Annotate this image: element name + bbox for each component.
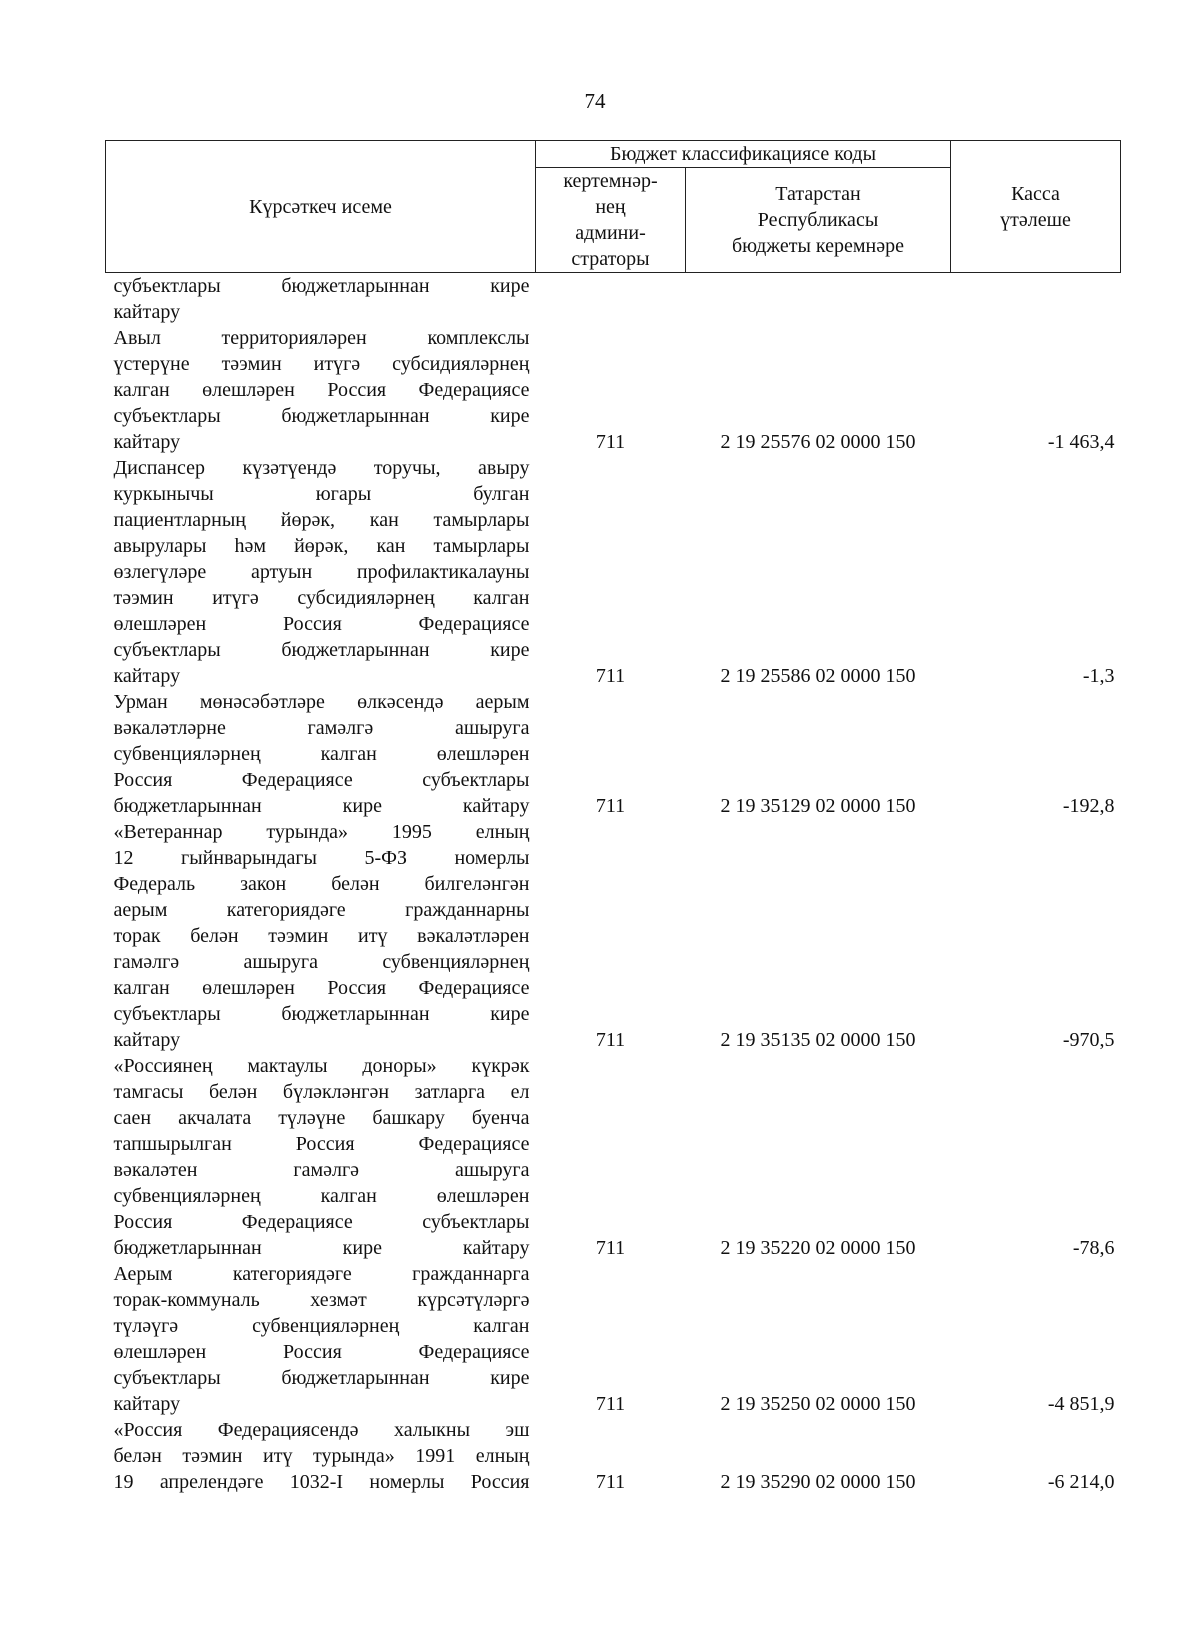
administrator-code: 711 <box>595 1471 626 1493</box>
indicator-name-cell <box>106 325 536 455</box>
administrator-code: 711 <box>595 1237 626 1259</box>
indicator-name-cell <box>106 1261 536 1417</box>
table-body <box>106 273 1121 1496</box>
revenue-code: 2 19 25586 02 0000 150 <box>720 665 916 687</box>
budget-table <box>105 140 1121 1495</box>
cash-execution-value: -970,5 <box>1062 1029 1115 1051</box>
administrator-code <box>536 273 686 326</box>
revenue-code: 2 19 35129 02 0000 150 <box>720 795 916 817</box>
header-republic-budget-revenues: Татарстан Республикасы бюджеты керемнәре <box>686 168 951 273</box>
administrator-code: 711 <box>595 431 626 453</box>
table-row <box>106 1261 1121 1417</box>
revenue-code: 2 19 35220 02 0000 150 <box>720 1237 916 1259</box>
administrator-code: 711 <box>595 1029 626 1051</box>
cash-execution-value: -4 851,9 <box>1047 1393 1115 1415</box>
header-revenue-administrators: кертемнәр- нең админи- страторы <box>536 168 686 273</box>
indicator-name: Аерым категориядәге гражданнарга торак-коммуналь хезмәт күрсәтүләргә түләүгә субвенцияләрнең калган өлешләрен Россия Федерациясе субъектлары бюджетларыннан кире кайтару <box>113 1263 530 1415</box>
table-row <box>106 819 1121 1053</box>
header-cash-execution: Касса үтәлеше <box>951 141 1121 273</box>
cash-execution-value: -192,8 <box>1062 795 1115 817</box>
revenue-code <box>686 273 951 326</box>
indicator-name-cell <box>106 819 536 1053</box>
indicator-name: «Россия Федерациясендә халыкны эш белән тәэмин итү турында» 1991 елның 19 апрелендәге 1032-I номерлы Россия <box>113 1419 530 1493</box>
table-row <box>106 689 1121 819</box>
cash-execution-value <box>951 273 1121 326</box>
indicator-name-cell <box>106 1053 536 1261</box>
indicator-name: Урман мөнәсәбәтләре өлкәсендә аерым вәкаләтләрне гамәлгә ашыруга субвенцияләрнең калган өлешләрен Россия Федерациясе субъектлары бюджетларыннан кире кайтару <box>113 691 530 817</box>
table-row <box>106 1053 1121 1261</box>
revenue-code: 2 19 25576 02 0000 150 <box>720 431 916 453</box>
table-header <box>106 141 1121 273</box>
revenue-code: 2 19 35250 02 0000 150 <box>720 1393 916 1415</box>
table-row <box>106 325 1121 455</box>
administrator-code: 711 <box>595 665 626 687</box>
administrator-code: 711 <box>595 795 626 817</box>
table-row <box>106 1417 1121 1495</box>
cash-execution-value: -6 214,0 <box>1047 1471 1115 1493</box>
table-row <box>106 455 1121 689</box>
indicator-name: Диспансер күзәтүендә торучы, авыру куркынычы югары булган пациентларның йөрәк, кан тамырлары авырулары һәм йөрәк, кан тамырлары өзлегүләре артуын профилактикалауны тәэмин итүгә субсидияләрнең калган өлешләрен Россия Федерациясе субъектлары бюджетларыннан кире кайтару <box>113 457 530 687</box>
indicator-name-cell <box>106 273 536 326</box>
administrator-code: 711 <box>595 1393 626 1415</box>
revenue-code: 2 19 35290 02 0000 150 <box>720 1471 916 1493</box>
indicator-name: субъектлары бюджетларыннан кире кайтару <box>113 275 530 323</box>
revenue-code: 2 19 35135 02 0000 150 <box>720 1029 916 1051</box>
cash-execution-value: -1,3 <box>1082 665 1115 687</box>
indicator-name-cell <box>106 689 536 819</box>
indicator-name: «Ветераннар турында» 1995 елның 12 гыйнварындагы 5-ФЗ номерлы Федераль закон белән билгеләнгән аерым категориядәге гражданнарны торак белән тәэмин итү вәкаләтләрен гамәлгә ашыруга субвенцияләрнең калган өлешләрен Россия Федерациясе субъектлары бюджетларыннан кире кайтару <box>113 821 530 1051</box>
indicator-name: Авыл территорияләрен комплекслы үстерүне тәэмин итүгә субсидияләрнең калган өлешләрен Россия Федерациясе субъектлары бюджетларыннан кире кайтару <box>113 327 530 453</box>
indicator-name: «Россиянең мактаулы доноры» күкрәк тамгасы белән бүләкләнгән затларга ел саен акчалата түләүне башкару буенча тапшырылган Россия Федерациясе вәкаләтен гамәлгә ашыруга субвенцияләрнең калган өлешләрен Россия Федерациясе субъектлары бюджетларыннан кире кайтару <box>113 1055 530 1259</box>
indicator-name-cell <box>106 1417 536 1495</box>
table-row <box>106 273 1121 326</box>
header-budget-classification-code: Бюджет классификациясе коды <box>536 141 951 168</box>
indicator-name-cell <box>106 455 536 689</box>
page-number: 74 <box>584 89 606 113</box>
cash-execution-value: -78,6 <box>1072 1237 1115 1259</box>
cash-execution-value: -1 463,4 <box>1047 431 1115 453</box>
header-indicator-name: Күрсәткеч исеме <box>106 141 536 273</box>
